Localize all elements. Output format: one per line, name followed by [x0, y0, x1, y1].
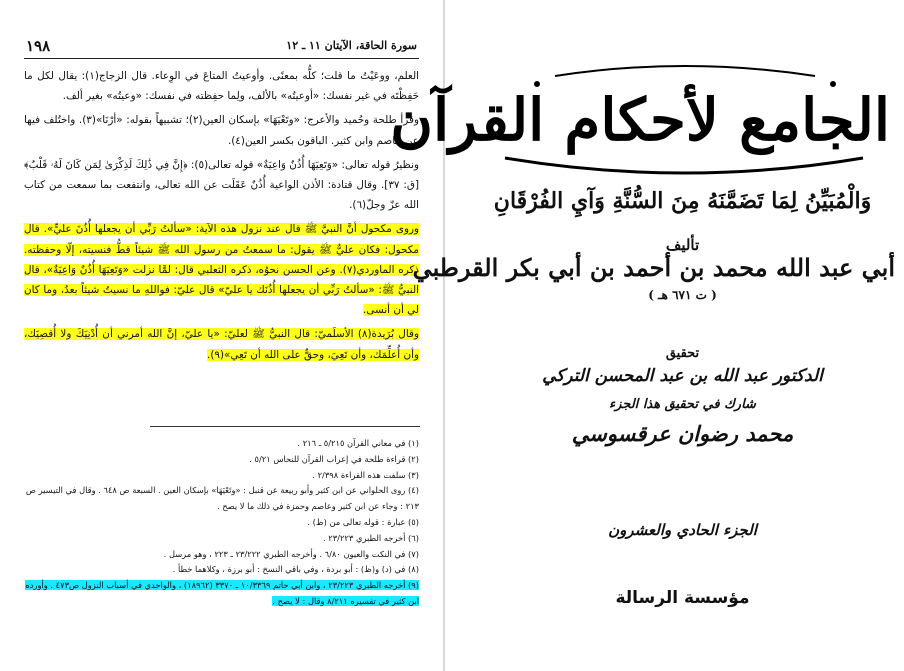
footnote: (٧) في النكت والعيون ٦/٨٠ . وأخرجه الطبري ٢٣/٢٢٢ ـ ٢٢٣ ، وهو مرسل .	[163, 548, 419, 559]
left-page	[0, 0, 445, 671]
book-title: الجامع لأحكام القرآن	[390, 86, 890, 154]
body-paragraph	[24, 155, 419, 216]
body-paragraph	[24, 110, 419, 150]
body-paragraph-text: العلم، ووعَيْتُ ما قلت؛ كلُّه بمعنًى. وأوعيتُ المتاعَ في الوِعاء. قال الزجاج(١): يقال لكل ما حَفِظْتَه في غير نفسك: «أوعيتُه» بالألف، ولِما حفِظته في نفسك: «وعيتُه» بغير ألف.	[24, 70, 419, 103]
yellow-highlighted-text: وروى مكحول أنَّ النبيَّ ﷺ قال عند نزول هذه الآية: «سألتُ رَبِّي أن يجعلها أُذُنَ عليٍّ». قال مكحول: فكان عليٌّ ﷺ يقول: ما سمعتُ من رسول الله ﷺ شيئاً قطُّ فنسيته، إلّا وحفظته. ذكره الماوردي(٧). وعن الحسن نحوُه، ذكره الثعلبي قال: لمَّا نزلت «وَتَعِيَهَا أُذُنٌ وَاعِيَةٌ»، قال النبيُّ ﷺ: «سألتُ رَبِّي أن يجعلها أُذُنَك يا عليّ» قال عليّ: فواللهِ ما نسيتُ شيئاً بعدُ، وما كان لي أن أنسى.	[24, 223, 419, 317]
footnote: (٤) روى الحلواني عن ابن كثير وأبو ربيعة عن قنبل : «وتَعْيَهَا» بإسكان العين . السبعة ص ٦٤٨ . وقال في التيسير ص ٢١٣ : وجاء عن ابن كثير وعاصم وحمزة في ذلك ما لا يصح .	[25, 485, 419, 512]
highlighted-paragraph	[24, 324, 419, 364]
footnote: (٣) سلفت هذه القراءة ٢/٣٩٨ .	[312, 469, 419, 480]
footnote-separator	[150, 426, 420, 427]
body-paragraph-text: ونظيرُ قوله تعالى: «وَتَعِيَهَا أُذُنٌ وَاعِيَةٌ» قوله تعالى(٥): ﴿إِنَّ فِي ذَٰلِكَ لَذِكْرَىٰ لِمَن كَانَ لَهُۥ قَلْبٌ﴾ [ق: ٣٧]. وقال قتادة: الأذن الواعية أُذُنٌ عَقَلَت عن الله تعالى، وانتفعت بما سمعت من كتاب الله عزّ وجلّ(٦).	[24, 158, 419, 212]
book-subtitle: وَالْمُبَيِّنُ لِمَا تَضَمَّنَهُ مِنَ السُّنَّةِ وَآيِ الفُرْقَانِ	[493, 188, 872, 214]
author-name: أبي عبد الله محمد بن أحمد بن أبي بكر القرطبي	[412, 253, 895, 282]
author-label: تأليف	[665, 236, 700, 254]
body-text	[24, 66, 419, 418]
highlighted-footnote	[24, 578, 419, 610]
tahqiq-label: تحقيق	[665, 346, 700, 361]
page-number: ١٩٨	[26, 37, 51, 55]
cyan-highlighted-text: (٩) أخرجه الطبري ٢٣/٢٢٣ ، وابن أبي حاتم ١٠/٣٣٦٩ ـ ٣٣٧٠ (١٨٩٦٢) ، والواحدي في أسباب النزول ص٤٧٣ . وأورده ابن كثير في تفسيره ٨/٢١١ وقال : لا يصح .	[25, 580, 419, 606]
body-paragraph-text: وقرأ طلحة وحُميد والأعرج: «وتَعْيَهَا» بإسكان العين(٢)؛ تشبيهاً بقوله: «أرْنَا»(٣). واختُلف فيها عن عاصم وابن كثير. الباقون بكسر العين(٤).	[24, 114, 419, 147]
footnote: (٥) عبارة : قوله تعالى من (ظ) .	[307, 516, 419, 527]
footnote: (١) في معاني القرآن ٥/٢١٥ ـ ٢١٦ .	[297, 438, 419, 448]
footnotes	[24, 436, 419, 636]
footnote: (٢) قراءة طلحة في إعراب القرآن للنحاس ٥/٢١ .	[249, 453, 419, 464]
footnote: (٨) في (د) و(ظ) : أبو بردة ، وفي باقي النسخ : أبو برزة ، وكلاهما خطأ .	[172, 564, 419, 575]
publisher-name: مؤسسة الرسالة	[615, 588, 750, 608]
volume-label: الجزء الحادي والعشرون	[608, 521, 757, 539]
coeditor-name: محمد رضوان عرقسوسي	[571, 421, 794, 446]
footnote: (٦) أخرجه الطبري ٢٣/٢٢٣ .	[322, 532, 419, 543]
running-head	[24, 36, 419, 59]
body-paragraph	[24, 66, 419, 106]
highlighted-paragraph	[24, 219, 419, 320]
editor-name: الدكتور عبد الله بن عبد المحسن التركي	[542, 366, 823, 386]
coeditor-note: شارك في تحقيق هذا الجزء	[609, 397, 756, 412]
right-page	[390, 0, 904, 671]
author-death-date: ( ت ٦٧١ هـ )	[648, 288, 717, 302]
running-head-title: سورة الحاقة، الآيتان ١١ ـ ١٢	[286, 39, 417, 52]
yellow-highlighted-text: وقال بُرَيدة(٨) الأسلَميّ: قال النبيُّ ﷺ لعليّ: «يا عليّ، إنَّ الله أمرني أن أُدْنِيَكَ ولا أُقصِيَك، وأن أُعلِّمَك، وأن تَعِيَ، وحقٌّ على الله أن تَعِي»(٩).	[24, 328, 419, 361]
